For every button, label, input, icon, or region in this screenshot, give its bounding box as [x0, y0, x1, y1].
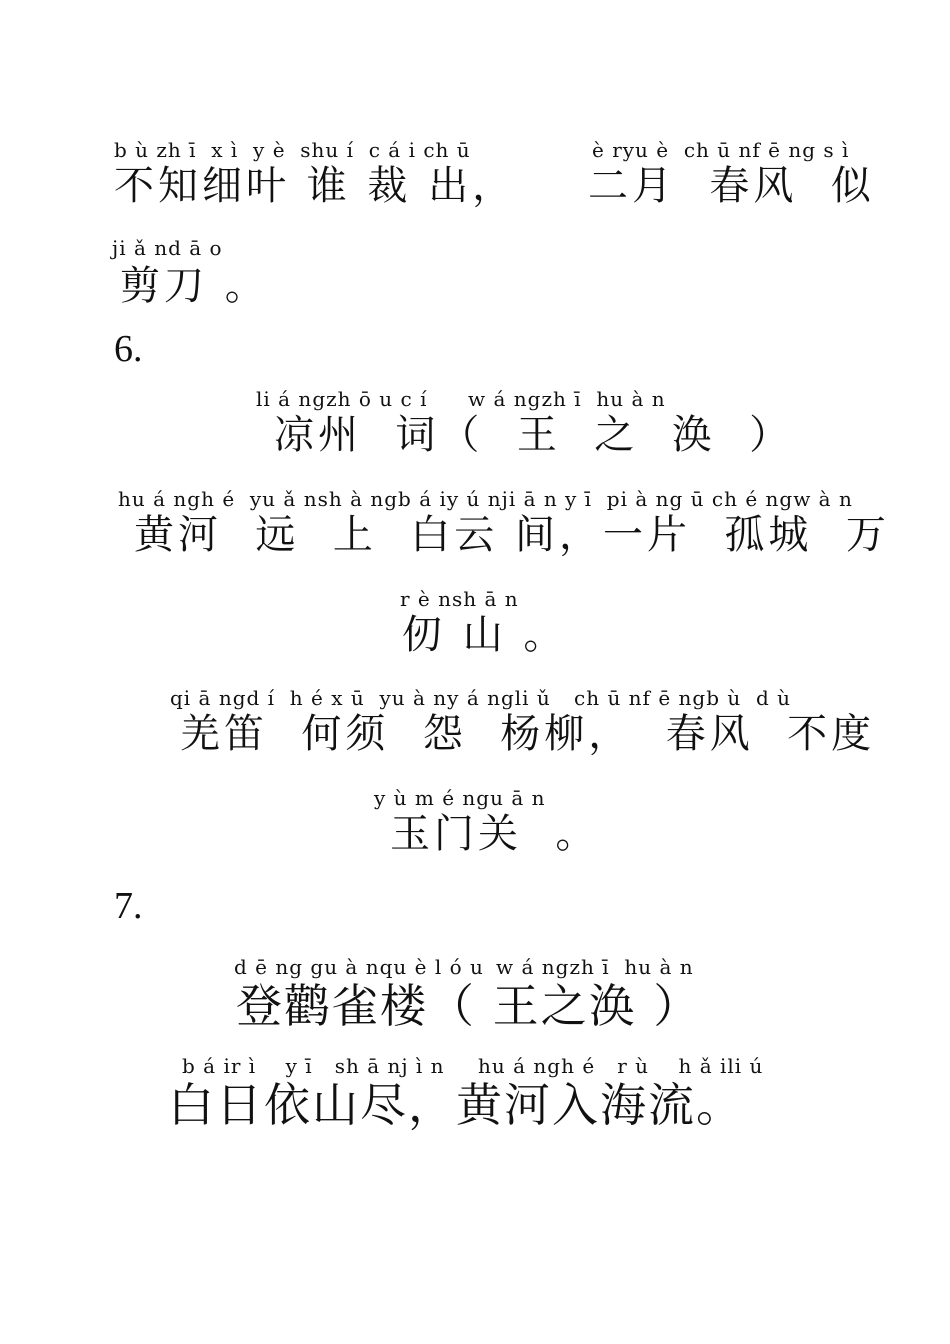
poem6-title-pinyin-a: li á ngzh ō u c í	[256, 387, 428, 411]
poem7-number: 7.	[114, 885, 143, 927]
poem7-title-pinyin-a: d ē ng gu à nqu è l ó u	[234, 955, 484, 979]
poem5-line2-text: 剪刀 。	[120, 263, 269, 309]
poem6-number: 6.	[114, 328, 143, 370]
poem6-line3-pinyin-a: qi ā ngd í h é x ū yu à ny á ngli ǔ	[170, 686, 551, 710]
poem6-title-pinyin-b: w á ngzh ī hu à n	[468, 387, 666, 411]
poem6-line1-text: 黄河 远 上 白云 间，一片 孤城 万	[134, 512, 890, 558]
poem5-line2-pinyin: ji ǎ nd ā o	[112, 236, 223, 260]
poem6-title: 凉州 词（ 王 之 涣 ）	[274, 412, 794, 458]
poem5-line1-pinyin-b: è ryu è ch ū nf ē ng s ì	[592, 138, 850, 162]
poem6-line2-text: 仞 山 。	[402, 612, 568, 658]
poem7-line1-text: 白日依山尽，黄河入海流。	[168, 1078, 744, 1132]
poem7-title: 登鹳雀楼（ 王之涣 ）	[236, 979, 702, 1033]
poem6-line3-pinyin-b: ch ū nf ē ngb ù d ù	[574, 686, 791, 710]
poem6-line4-text: 玉门关 。	[390, 811, 600, 857]
poem6-line1-pinyin-b: y ī pi à ng ū ch é ngw à n	[565, 487, 853, 511]
poem6-line3-text: 羌笛 何须 怨 杨柳， 春风 不度	[180, 711, 876, 757]
poem6-line4-pinyin: y ù m é ngu ā n	[374, 786, 546, 810]
poem5-line1-text-b: 二月 春风 似	[588, 163, 875, 209]
poem6-line2-pinyin: r è nsh ā n	[400, 587, 519, 611]
poem7-title-pinyin-b: w á ngzh ī hu à n	[496, 955, 694, 979]
poem5-line1-pinyin-a: b ù zh ī x ì y è shu í c á i ch ū	[114, 138, 471, 162]
poem5-line1-text-a: 不知细叶 谁 裁 出，	[114, 163, 517, 209]
poem7-line1-pinyin-a: b á ir ì y ī sh ā nj ì n	[182, 1054, 445, 1078]
poem7-line1-pinyin-b: hu á ngh é r ù h ǎ ili ú	[478, 1054, 764, 1078]
poem6-line1-pinyin-a: hu á ngh é yu ǎ nsh à ngb á iy ú nji ā n	[118, 487, 558, 511]
